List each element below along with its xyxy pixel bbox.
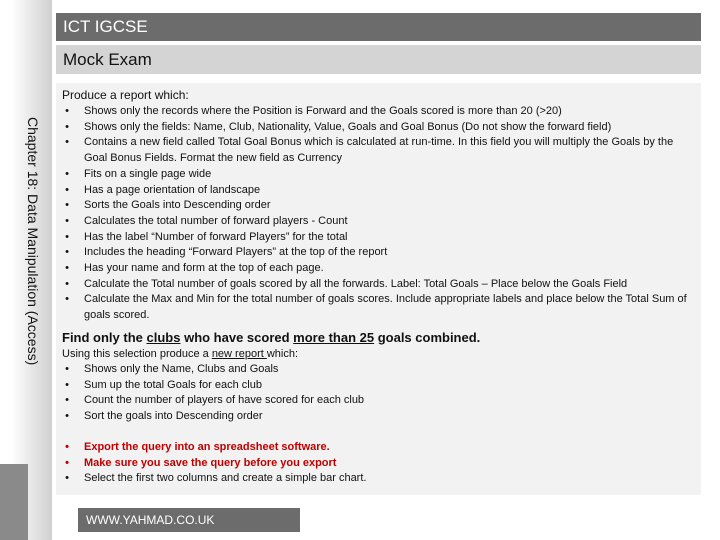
bullet-icon: •	[65, 394, 69, 407]
list-item: • Sorts the Goals into Descending order	[62, 198, 697, 214]
bullet-icon: •	[65, 199, 69, 212]
chapter-label: Chapter 18: Data Manipulation (Access)	[25, 117, 41, 366]
footer-website: WWW.YAHMAD.CO.UK	[78, 508, 300, 532]
list-item: • Has a page orientation of landscape	[62, 183, 697, 199]
bullet-icon: •	[65, 120, 69, 133]
bullet-icon: •	[65, 214, 69, 227]
list-item: • Count the number of players of have scored for each club	[62, 393, 697, 409]
list-item: • Has your name and form at the top of each page.	[62, 261, 697, 277]
list-item: • Select the first two columns and create a simple bar chart.	[62, 471, 697, 487]
list-item: • Calculate the Max and Min for the total number of goals scores. Include appropriate labels and place below the Total Sum of goals scored.	[62, 292, 697, 323]
section1-heading: Produce a report which:	[62, 88, 189, 102]
list-item: • Includes the heading “Forward Players” at the top of the report	[62, 245, 697, 261]
bullet-icon: •	[65, 378, 69, 391]
section2-list	[62, 362, 697, 425]
bullet-icon: •	[65, 456, 69, 469]
list-item: • Shows only the records where the Position is Forward and the Goals scored is more than 20 (>20)	[62, 104, 697, 120]
list-item: • Has the label “Number of forward Players” for the total	[62, 230, 697, 246]
list-item: • Fits on a single page wide	[62, 167, 697, 183]
bullet-icon: •	[65, 410, 69, 423]
bullet-icon: •	[65, 277, 69, 290]
section1-list	[62, 104, 697, 324]
list-item: • Shows only the Name, Clubs and Goals	[62, 362, 697, 378]
list-item: • Sum up the total Goals for each club	[62, 378, 697, 394]
section2-heading: Find only the clubs who have scored more than 25 goals combined.	[62, 330, 481, 345]
bullet-icon: •	[65, 230, 69, 243]
slide-subtitle: Mock Exam	[56, 45, 701, 74]
bullet-icon: •	[65, 262, 69, 275]
list-item: • Export the query into an spreadsheet software.	[62, 440, 697, 456]
bullet-icon: •	[65, 136, 69, 149]
bullet-icon: •	[65, 293, 69, 306]
slide-title: ICT IGCSE	[56, 13, 701, 41]
list-item: • Sort the goals into Descending order	[62, 409, 697, 425]
list-item: • Calculate the Total number of goals scored by all the forwards. Label: Total Goals – Place below the Goals Field	[62, 277, 697, 293]
section2-intro: Using this selection produce a new report which:	[62, 348, 299, 360]
list-item: • Calculates the total number of forward players - Count	[62, 214, 697, 230]
bullet-icon: •	[65, 167, 69, 180]
bullet-icon: •	[65, 472, 69, 485]
bullet-icon: •	[65, 105, 69, 117]
section3-list	[62, 440, 697, 487]
list-item: • Contains a new field called Total Goal Bonus which is calculated at run-time. In this field you will multiply the Goals by the Goal Bonus Fields. Format the new field as Currency	[62, 135, 697, 166]
bullet-icon: •	[65, 441, 69, 453]
bullet-icon: •	[65, 363, 69, 375]
list-item: • Shows only the fields: Name, Club, Nationality, Value, Goals and Goal Bonus (Do not show the forward field)	[62, 120, 697, 136]
bullet-icon: •	[65, 246, 69, 259]
list-item: • Make sure you save the query before you export	[62, 456, 697, 472]
bullet-icon: •	[65, 183, 69, 196]
